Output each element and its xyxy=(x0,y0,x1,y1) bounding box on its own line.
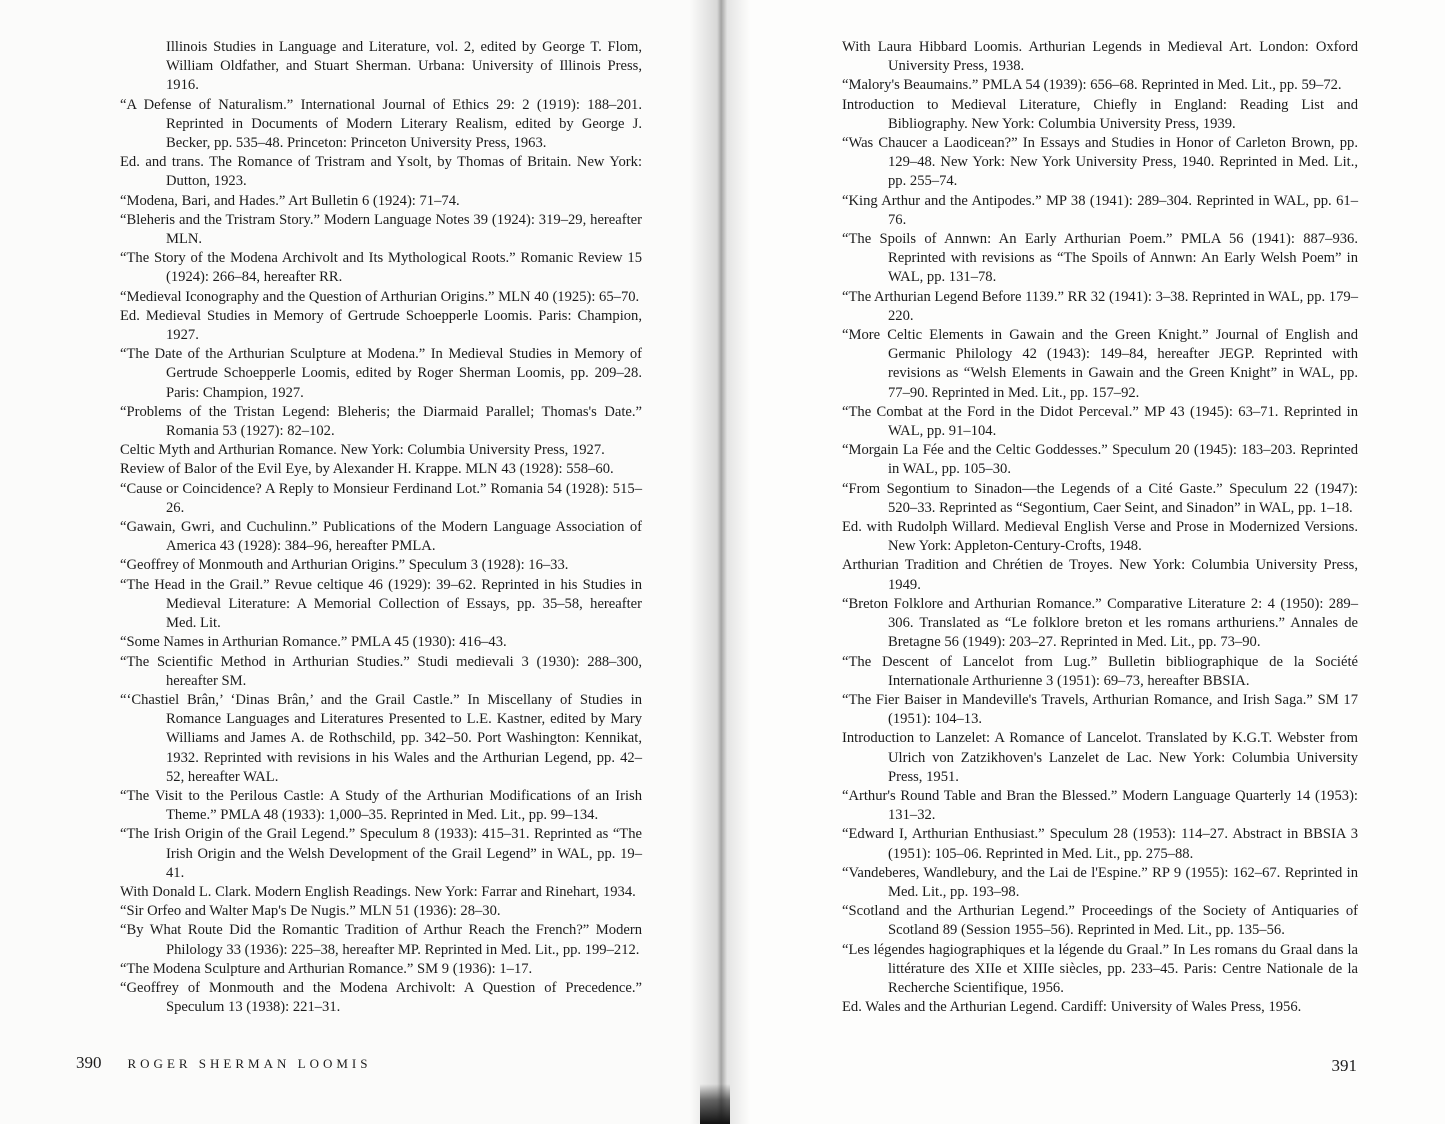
bibliography-entry: “Breton Folklore and Arthurian Romance.” Comparative Literature 2: 4 (1950): 289–306. Translated as “Le folklore breton et les romans arthuriens.” Annales de Bretagne 56 (1949): 203–27. Reprinted in Med. Lit., pp. 73–90. xyxy=(842,595,1358,651)
left-bibliography xyxy=(120,38,642,1017)
bibliography-entry: “Medieval Iconography and the Question of Arthurian Origins.” MLN 40 (1925): 65–70. xyxy=(120,288,640,305)
bibliography-entry: Ed. and trans. The Romance of Tristram and Ysolt, by Thomas of Britain. New York: Dutton, 1923. xyxy=(120,154,642,190)
bibliography-entry: “The Visit to the Perilous Castle: A Study of the Arthurian Modifications of an Irish Theme.” PMLA 48 (1933): 1,000–35. Reprinted in Med. Lit., pp. 99–134. xyxy=(120,787,642,824)
bibliography-entry: “The Combat at the Ford in the Didot Perceval.” MP 43 (1945): 63–71. Reprinted in WAL, pp. 91–104. xyxy=(842,403,1358,440)
page-number-right: 391 xyxy=(1331,1056,1357,1075)
bibliography-entry: “Cause or Coincidence? A Reply to Monsieur Ferdinand Lot.” Romania 54 (1928): 515–26. xyxy=(120,480,642,516)
bibliography-entry: With Donald L. Clark. Modern English Readings. New York: Farrar and Rinehart, 1934. xyxy=(120,883,636,900)
bibliography-entry: “The Modena Sculpture and Arthurian Romance.” SM 9 (1936): 1–17. xyxy=(120,960,533,977)
bibliography-entry: “Malory's Beaumains.” PMLA 54 (1939): 656–68. Reprinted in Med. Lit., pp. 59–72. xyxy=(842,77,1342,94)
bibliography-entry: “Bleheris and the Tristram Story.” Modern Language Notes 39 (1924): 319–29, hereafter MLN. xyxy=(120,211,642,248)
bibliography-entry-continuation: Illinois Studies in Language and Literature, vol. 2, edited by George T. Flom, William Oldfather, and Stuart Sherman. Urbana: University of Illinois Press, 1916. xyxy=(166,39,642,94)
bibliography-entry: “Geoffrey of Monmouth and Arthurian Origins.” Speculum 3 (1928): 16–33. xyxy=(120,557,569,574)
bibliography-entry: “The Head in the Grail.” Revue celtique 46 (1929): 39–62. Reprinted in his Studies in Medieval Literature: A Memorial Collection of Essays, pp. 35–58, hereafter Med. Lit. xyxy=(120,576,642,632)
bibliography-entry: Ed. Medieval Studies in Memory of Gertrude Schoepperle Loomis. Paris: Champion, 1927. xyxy=(120,307,642,344)
bibliography-entry: Introduction to Medieval Literature, Chiefly in England: Reading List and Bibliography. New York: Columbia University Press, 1939. xyxy=(842,96,1358,132)
bibliography-entry: “Geoffrey of Monmouth and the Modena Archivolt: A Question of Precedence.” Speculum 13 (1938): 221–31. xyxy=(120,979,642,1016)
bibliography-entry: “Modena, Bari, and Hades.” Art Bulletin 6 (1924): 71–74. xyxy=(120,192,460,209)
bibliography-entry: Ed. with Rudolph Willard. Medieval English Verse and Prose in Modernized Versions. New York: Appleton-Century-Crofts, 1948. xyxy=(842,519,1358,555)
running-head: ROGER SHERMAN LOOMIS xyxy=(127,1056,372,1071)
bibliography-entry: “The Scientific Method in Arthurian Studies.” Studi medievali 3 (1930): 288–300, hereafter SM. xyxy=(120,653,642,689)
bibliography-entry: “Les légendes hagiographiques et la légende du Graal.” In Les romans du Graal dans la littérature des XIIe et XIIIe siècles, pp. 233–45. Paris: Centre Nationale de la Recherche Scientifique, 1956. xyxy=(842,941,1358,996)
page-number-left: 390 xyxy=(76,1053,102,1072)
bibliography-entry: “Morgain La Fée and the Celtic Goddesses.” Speculum 20 (1945): 183–203. Reprinted in WAL, pp. 105–30. xyxy=(842,442,1358,478)
bibliography-entry: “Scotland and the Arthurian Legend.” Proceedings of the Society of Antiquaries of Scotland 89 (Session 1955–56). Reprinted in Med. Lit., pp. 135–56. xyxy=(842,903,1358,939)
bibliography-entry: Ed. Wales and the Arthurian Legend. Cardiff: University of Wales Press, 1956. xyxy=(842,999,1302,1016)
left-page xyxy=(0,0,718,1124)
bibliography-entry: Review of Balor of the Evil Eye, by Alexander H. Krappe. MLN 43 (1928): 558–60. xyxy=(120,461,614,478)
bibliography-entry: “Problems of the Tristan Legend: Bleheris; the Diarmaid Parallel; Thomas's Date.” Romania 53 (1927): 82–102. xyxy=(120,403,642,440)
bibliography-entry: “King Arthur and the Antipodes.” MP 38 (1941): 289–304. Reprinted in WAL, pp. 61–76. xyxy=(842,192,1358,228)
bibliography-entry: “The Story of the Modena Archivolt and Its Mythological Roots.” Romanic Review 15 (1924): 266–84, hereafter RR. xyxy=(120,250,642,286)
bibliography-entry: “Was Chaucer a Laodicean?” In Essays and Studies in Honor of Carleton Brown, pp. 129–48. New York: New York University Press, 1940. Reprinted in Med. Lit., pp. 255–74. xyxy=(842,135,1358,190)
bibliography-entry: “A Defense of Naturalism.” International Journal of Ethics 29: 2 (1919): 188–201. Reprinted in Documents of Modern Literary Realism, edited by George J. Becker, pp. 535–48. Princeton: Princeton University Press, 1963. xyxy=(120,96,642,152)
bibliography-entry: “More Celtic Elements in Gawain and the Green Knight.” Journal of English and Germanic Philology 42 (1943): 149–84, hereafter JEGP. Reprinted with revisions as “Welsh Elements in Gawain and the Green Knight” in WAL, pp. 77–90. Reprinted in Med. Lit., pp. 157–92. xyxy=(842,327,1358,401)
bibliography-entry: “The Fier Baiser in Mandeville's Travels, Arthurian Romance, and Irish Saga.” SM 17 (1951): 104–13. xyxy=(842,691,1358,728)
bibliography-entry: “The Irish Origin of the Grail Legend.” Speculum 8 (1933): 415–31. Reprinted as “The Irish Origin and the Welsh Development of the Grail Legend” in WAL, pp. 19–41. xyxy=(120,826,642,881)
bibliography-entry: “From Segontium to Sinadon—the Legends of a Cité Gaste.” Speculum 22 (1947): 520–33. Reprinted as “Segontium, Caer Seint, and Sinadon” in WAL, pp. 1–18. xyxy=(842,480,1358,516)
bibliography-entry: Arthurian Tradition and Chrétien de Troyes. New York: Columbia University Press, 1949. xyxy=(842,557,1358,593)
right-footer xyxy=(1332,1056,1358,1076)
bibliography-entry: “By What Route Did the Romantic Tradition of Arthur Reach the French?” Modern Philology 33 (1936): 225–38, hereafter MP. Reprinted in Med. Lit., pp. 199–212. xyxy=(120,922,642,958)
bibliography-entry: “Gawain, Gwri, and Cuchulinn.” Publications of the Modern Language Association of America 43 (1928): 384–96, hereafter PMLA. xyxy=(120,519,642,555)
bibliography-entry: “Edward I, Arthurian Enthusiast.” Speculum 28 (1953): 114–27. Abstract in BBSIA 3 (1951): 105–06. Reprinted in Med. Lit., pp. 275–88. xyxy=(842,826,1358,862)
right-bibliography xyxy=(842,38,1358,1017)
right-page xyxy=(718,0,1445,1124)
bibliography-entry: “The Spoils of Annwn: An Early Arthurian Poem.” PMLA 56 (1941): 887–936. Reprinted with revisions as “The Spoils of Annwn: An Early Welsh Poem” in WAL, pp. 131–78. xyxy=(842,231,1358,286)
bibliography-entry: With Laura Hibbard Loomis. Arthurian Legends in Medieval Art. London: Oxford University Press, 1938. xyxy=(842,39,1358,75)
bibliography-entry: “The Descent of Lancelot from Lug.” Bulletin bibliographique de la Société Internationale Arthurienne 3 (1951): 69–73, hereafter BBSIA. xyxy=(842,653,1358,689)
bibliography-entry: Introduction to Lanzelet: A Romance of Lancelot. Translated by K.G.T. Webster from Ulrich von Zatzikhoven's Lanzelet de Lac. New York: Columbia University Press, 1951. xyxy=(842,730,1358,785)
left-footer xyxy=(76,1053,371,1073)
bibliography-entry: “‘Chastiel Brân,’ ‘Dinas Brân,’ and the Grail Castle.” In Miscellany of Studies in Romance Languages and Literatures Presented to L.E. Kastner, edited by Mary Williams and James A. de Rothschild, pp. 342–50. Port Washington: Kennikat, 1932. Reprinted with revisions in his Wales and the Arthurian Legend, pp. 42–52, hereafter WAL. xyxy=(120,691,642,785)
bibliography-entry: “The Date of the Arthurian Sculpture at Modena.” In Medieval Studies in Memory of Gertrude Schoepperle Loomis, edited by Roger Sherman Loomis, pp. 209–28. Paris: Champion, 1927. xyxy=(120,346,642,401)
bibliography-entry: “Vandeberes, Wandlebury, and the Lai de l'Espine.” RP 9 (1955): 162–67. Reprinted in Med. Lit., pp. 193–98. xyxy=(842,864,1358,900)
bibliography-entry: “Arthur's Round Table and Bran the Blessed.” Modern Language Quarterly 14 (1953): 131–32. xyxy=(842,787,1358,824)
bibliography-entry: Celtic Myth and Arthurian Romance. New York: Columbia University Press, 1927. xyxy=(120,442,605,459)
bibliography-entry: “Some Names in Arthurian Romance.” PMLA 45 (1930): 416–43. xyxy=(120,634,507,651)
gutter-shadow xyxy=(700,1084,730,1124)
bibliography-entry: “The Arthurian Legend Before 1139.” RR 32 (1941): 3–38. Reprinted in WAL, pp. 179–220. xyxy=(842,288,1358,324)
bibliography-entry: “Sir Orfeo and Walter Map's De Nugis.” MLN 51 (1936): 28–30. xyxy=(120,903,501,920)
